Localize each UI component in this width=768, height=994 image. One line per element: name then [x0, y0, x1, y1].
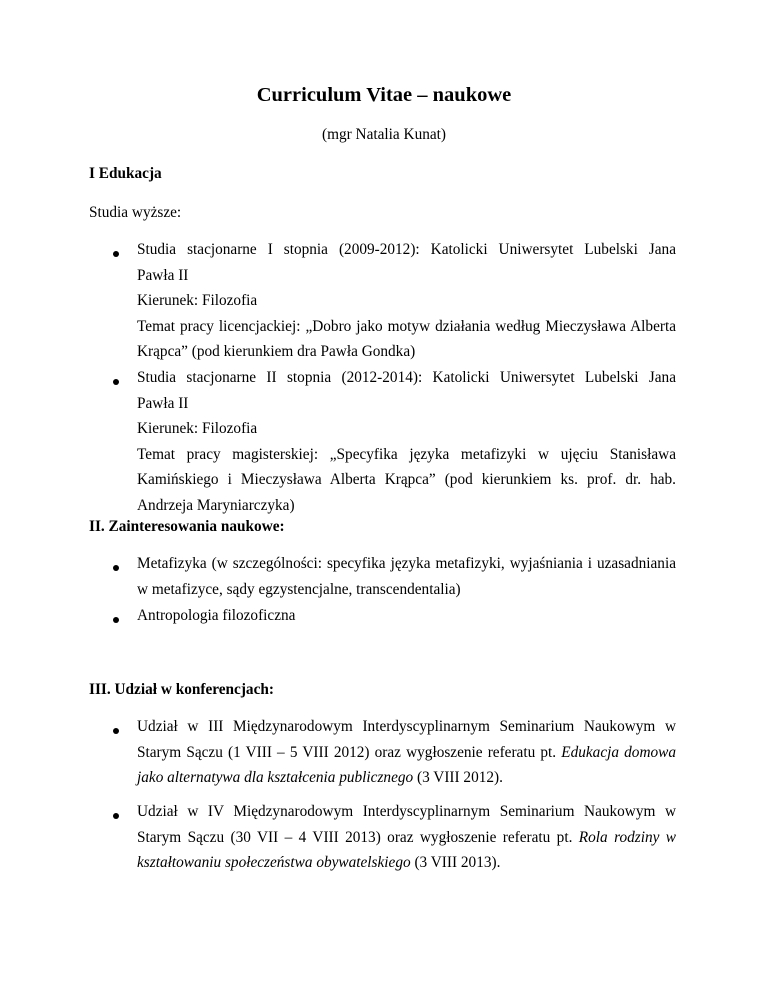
paper-title: kształtowaniu społeczeństwa obywatelskiego: [137, 854, 411, 871]
item-line: w metafizyce, sądy egzystencjalne, transcendentalia): [137, 580, 461, 598]
item-line: Kamińskiego i Mieczysława Alberta Krąpca” (pod kierunkiem ks. prof. dr. hab.: [137, 471, 676, 488]
list-item-conference-1: [137, 714, 676, 791]
paper-title: Rola rodziny w: [578, 828, 676, 846]
item-line: Pawła II: [137, 266, 189, 284]
item-line: Udział w III Międzynarodowym Interdyscyplinarnym Seminarium Naukowym w: [137, 718, 676, 735]
bullet-icon: [113, 379, 119, 385]
paper-title: Edukacja domowa: [561, 743, 676, 761]
item-text: Starym Sączu (1 VIII – 5 VIII 2012) oraz wygłoszenie referatu pt.: [137, 743, 557, 761]
bullet-icon: [113, 728, 119, 734]
item-line: Krąpca” (pod kierunkiem dra Pawła Gondka): [137, 343, 416, 360]
item-line: Studia stacjonarne I stopnia (2009-2012): Katolicki Uniwersytet Lubelski Jana: [137, 241, 676, 258]
page-subtitle: (mgr Natalia Kunat): [321, 126, 447, 143]
item-line-mixed: [137, 740, 676, 766]
item-line: Andrzeja Maryniarczyka): [137, 496, 295, 514]
item-text: (3 VIII 2013).: [410, 854, 501, 871]
item-line: Kierunek: Filozofia: [137, 420, 258, 437]
item-line: Studia stacjonarne II stopnia (2012-2014): Katolicki Uniwersytet Lubelski Jana: [137, 369, 676, 386]
item-line-mixed: [137, 765, 676, 791]
bullet-icon: [113, 565, 119, 571]
item-line: Pawła II: [137, 394, 189, 412]
education-intro: Studia wyższe:: [89, 204, 182, 221]
bullet-icon: [113, 813, 119, 819]
page-title: Curriculum Vitae – naukowe: [256, 84, 512, 106]
item-line: Antropologia filozoficzna: [137, 607, 296, 624]
item-text: (3 VIII 2012).: [413, 769, 503, 786]
item-line-mixed: [137, 850, 676, 876]
list-item-education-1: [137, 237, 676, 365]
bullet-icon: [113, 251, 119, 257]
section-heading-conferences: III. Udział w konferencjach:: [89, 681, 274, 698]
item-line-mixed: [137, 825, 676, 851]
list-item-education-2: [137, 365, 676, 518]
list-item-interest-2: [137, 603, 676, 629]
item-line: Temat pracy magisterskiej: „Specyfika języka metafizyki w ujęciu Stanisława: [137, 445, 676, 463]
item-line: Udział w IV Międzynarodowym Interdyscyplinarnym Seminarium Naukowym w: [137, 803, 676, 820]
item-line: Kierunek: Filozofia: [137, 292, 258, 309]
paper-title: jako alternatywa dla kształcenia publicznego: [137, 769, 414, 786]
section-heading-education: I Edukacja: [89, 165, 162, 182]
item-text: Starym Sączu (30 VII – 4 VIII 2013) oraz wygłoszenie referatu pt.: [137, 828, 573, 846]
section-heading-interests: II. Zainteresowania naukowe:: [89, 518, 285, 535]
list-item-interest-1: [137, 551, 676, 602]
list-item-conference-2: [137, 799, 676, 876]
item-line: Temat pracy licencjackiej: „Dobro jako motyw działania według Mieczysława Alberta: [137, 317, 676, 335]
item-line: Metafizyka (w szczególności: specyfika języka metafizyki, wyjaśniania i uzasadniania: [137, 555, 676, 572]
bullet-icon: [113, 617, 119, 623]
